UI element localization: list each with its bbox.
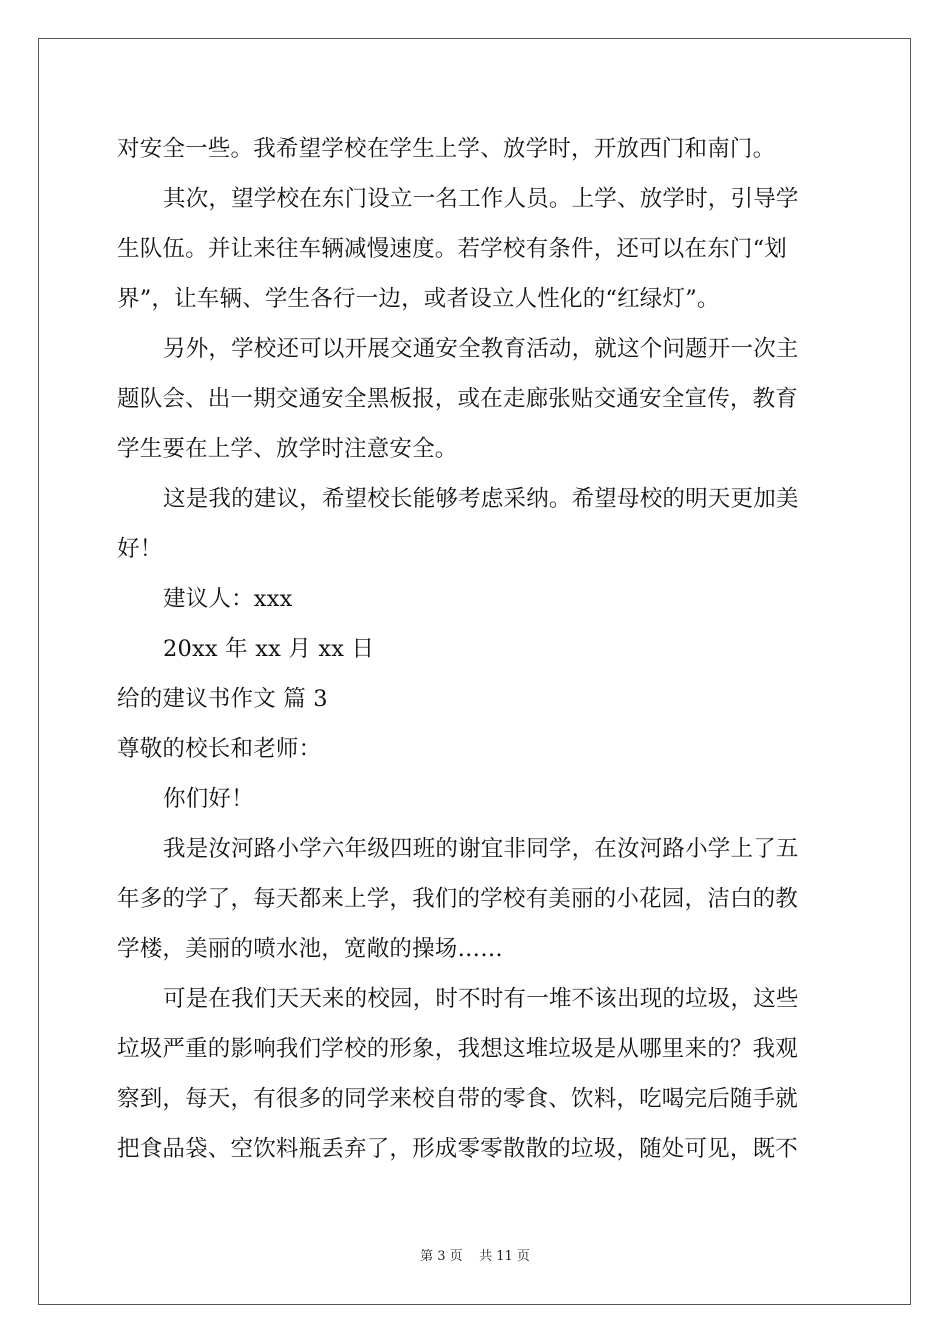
signer-line: 建议人：xxx <box>163 586 293 612</box>
text-line: 垃圾严重的影响我们学校的形象，我想这堆垃圾是从哪里来的？我观 <box>117 1036 799 1062</box>
text-line: 题队会、出一期交通安全黑板报，或在走廊张贴交通安全宣传，教育 <box>117 386 799 412</box>
text-line: 年多的学了，每天都来上学，我们的学校有美丽的小花园，洁白的教 <box>117 886 799 912</box>
text-line: 可是在我们天天来的校园，时不时有一堆不该出现的垃圾，这些 <box>163 986 799 1012</box>
page-number-footer: 第 3 页 共 11 页 <box>420 1249 530 1264</box>
text-line: 另外，学校还可以开展交通安全教育活动，就这个问题开一次主 <box>163 336 799 362</box>
text-line: 这是我的建议，希望校长能够考虑采纳。希望母校的明天更加美 <box>163 486 799 512</box>
text-line: 把食品袋、空饮料瓶丢弃了，形成零零散散的垃圾，随处可见，既不 <box>117 1136 799 1162</box>
text-line: 界”，让车辆、学生各行一边，或者设立人性化的“红绿灯”。 <box>117 286 720 312</box>
text-line: 生队伍。并让来往车辆减慢速度。若学校有条件，还可以在东门“划 <box>117 236 788 262</box>
date-line: 20xx 年 xx 月 xx 日 <box>163 636 375 662</box>
greeting: 你们好！ <box>163 786 254 812</box>
text-line: 好！ <box>117 536 163 562</box>
page-frame <box>38 38 911 1305</box>
text-line: 学生要在上学、放学时注意安全。 <box>117 436 458 462</box>
text-line: 其次，望学校在东门设立一名工作人员。上学、放学时，引导学 <box>163 186 799 212</box>
text-line: 察到，每天，有很多的同学来校自带的零食、饮料，吃喝完后随手就 <box>117 1086 799 1112</box>
text-line: 对安全一些。我希望学校在学生上学、放学时，开放西门和南门。 <box>117 136 776 162</box>
text-line: 学楼，美丽的喷水池，宽敞的操场…… <box>117 936 503 962</box>
salutation: 尊敬的校长和老师： <box>117 736 322 762</box>
text-line: 我是汝河路小学六年级四班的谢宜非同学，在汝河路小学上了五 <box>163 836 799 862</box>
section-heading: 给的建议书作文 篇 3 <box>117 686 328 712</box>
